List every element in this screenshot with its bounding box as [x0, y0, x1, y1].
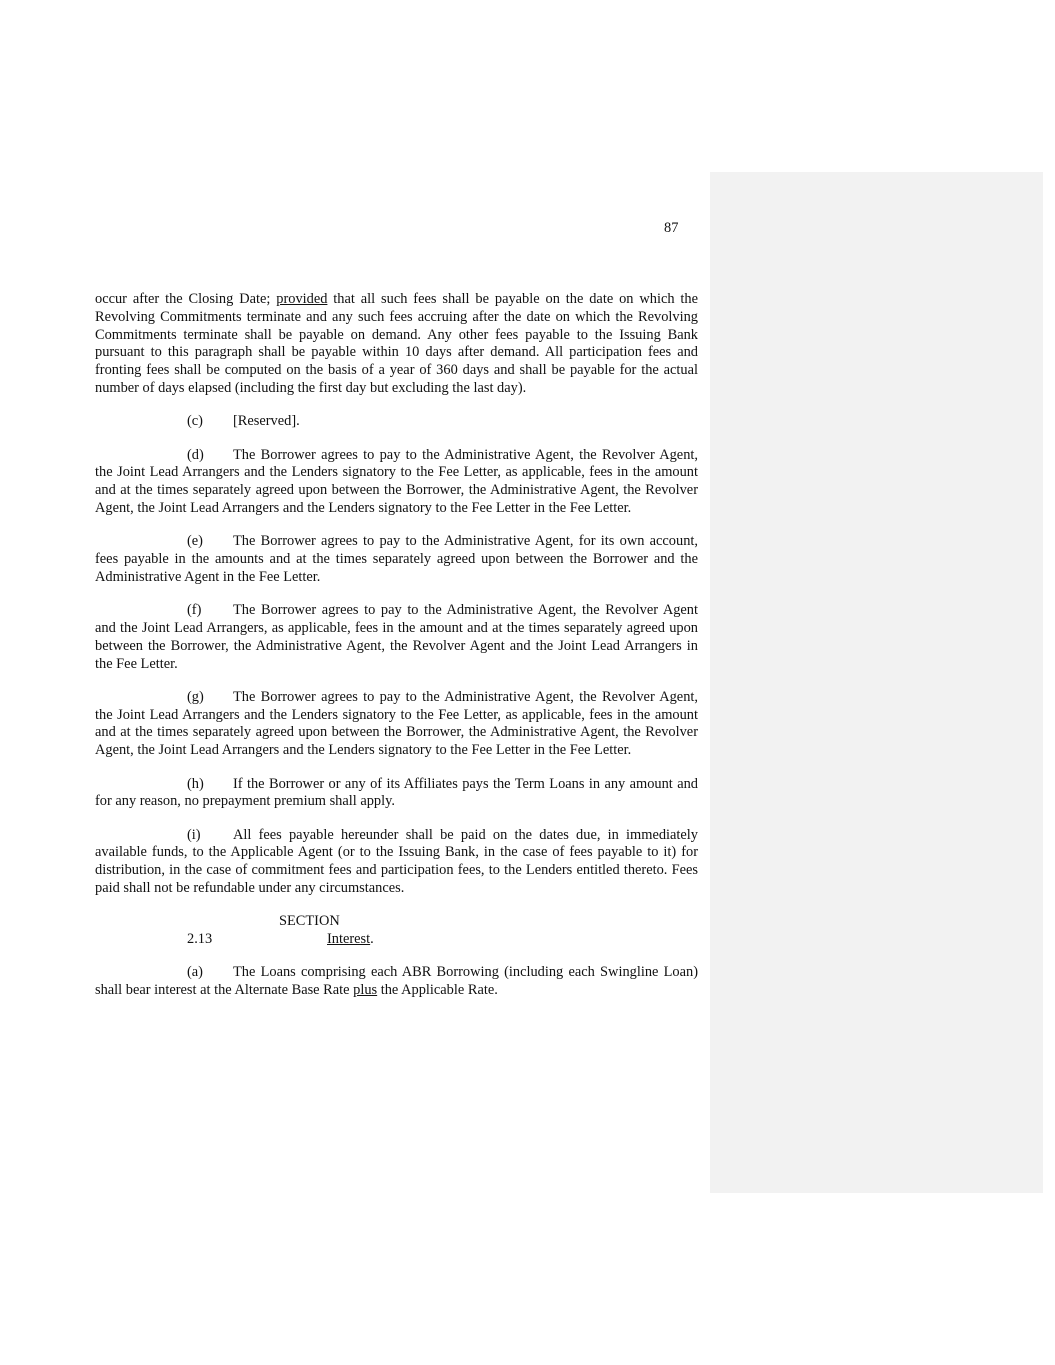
- plus-term: plus: [353, 982, 378, 999]
- paragraph-c: [95, 413, 698, 431]
- paragraph-label: (e): [187, 533, 203, 550]
- paragraph-h: [95, 776, 698, 812]
- paragraph-label: (f): [187, 602, 202, 619]
- document-body: [95, 291, 698, 1016]
- section-heading: SECTION 2.13 Interest.: [187, 913, 374, 948]
- paragraph-label: (g): [187, 688, 204, 705]
- section-title: Interest: [327, 931, 371, 948]
- paragraph-e: [95, 533, 698, 586]
- paragraph-text: All fees payable hereunder shall be paid on the dates due, in immediately available funds, to the Applicable Agent (or to the Issuing Bank, in the case of fees payable to it) for distribution, in the case of commitment fees and participation fees, to the Lenders entitled thereto. Fees paid shall not be refundable under any circumstances.: [95, 826, 698, 897]
- continuation-paragraph: occur after the Closing Date; provided that all such fees shall be payable on the date on which the Revolving Commitments terminate and any such fees accruing after the date on which the Revolving Commitments terminate shall be payable on demand. Any other fees payable to the Issuing Bank pursuant to this paragraph shall be payable within 10 days after demand. All participation fees and fronting fees shall be computed on the basis of a year of 360 days and shall be payable for the actual number of days elapsed (including the first day but excluding the last day).: [95, 291, 698, 396]
- comment-pane: [710, 172, 1043, 1193]
- paragraph-text: If the Borrower or any of its Affiliates pays the Term Loans in any amount and for any reason, no prepayment premium shall apply.: [95, 775, 698, 810]
- section-number: SECTION 2.13: [187, 913, 340, 948]
- paragraph-label: (h): [187, 775, 204, 792]
- paragraph-text: The Borrower agrees to pay to the Administrative Agent, the Revolver Agent and the Joint Lead Arrangers, as applicable, fees in the amount and at the times separately agreed upon between the Borrower, the Administrative Agent, the Revolver Agent and the Joint Lead Arrangers in the Fee Letter.: [95, 602, 698, 672]
- paragraph-f: [95, 602, 698, 673]
- provided-term: provided: [276, 291, 328, 307]
- paragraph-text: The Borrower agrees to pay to the Administrative Agent, for its own account, fees payable in the amounts and at the times separately agreed upon between the Borrower and the Administrative Agent in the Fee Letter.: [95, 533, 698, 585]
- paragraph-d: [95, 447, 698, 518]
- page-number: 87: [664, 220, 679, 236]
- paragraph-text: [Reserved].: [233, 413, 300, 430]
- paragraph-label: (a): [187, 964, 203, 981]
- paragraph-label: (d): [187, 446, 204, 463]
- paragraph-text: The Borrower agrees to pay to the Administrative Agent, the Revolver Agent, the Joint Lead Arrangers and the Lenders signatory to the Fee Letter, as applicable, fees in the amount and at the times separately agreed upon between the Borrower, the Administrative Agent, the Revolver Agent, the Joint Lead Arrangers and the Lenders signatory to the Fee Letter in the Fee Letter.: [95, 688, 698, 759]
- paragraph-i: [95, 827, 698, 898]
- paragraph-g: [95, 689, 698, 760]
- paragraph-text: The Borrower agrees to pay to the Administrative Agent, the Revolver Agent, the Joint Lead Arrangers and the Lenders signatory to the Fee Letter, as applicable, fees in the amount and at the times separately agreed upon between the Borrower, the Administrative Agent, the Revolver Agent, the Joint Lead Arrangers and the Lenders signatory to the Fee Letter in the Fee Letter.: [95, 446, 698, 516]
- paragraph-label: (i): [187, 826, 201, 843]
- paragraph-label: (c): [187, 413, 203, 430]
- interest-paragraph-a: (a) The Loans comprising each ABR Borrowing (including each Swingline Loan) shall bear interest at the Alternate Base Rate plus the Applicable Rate.: [95, 964, 698, 999]
